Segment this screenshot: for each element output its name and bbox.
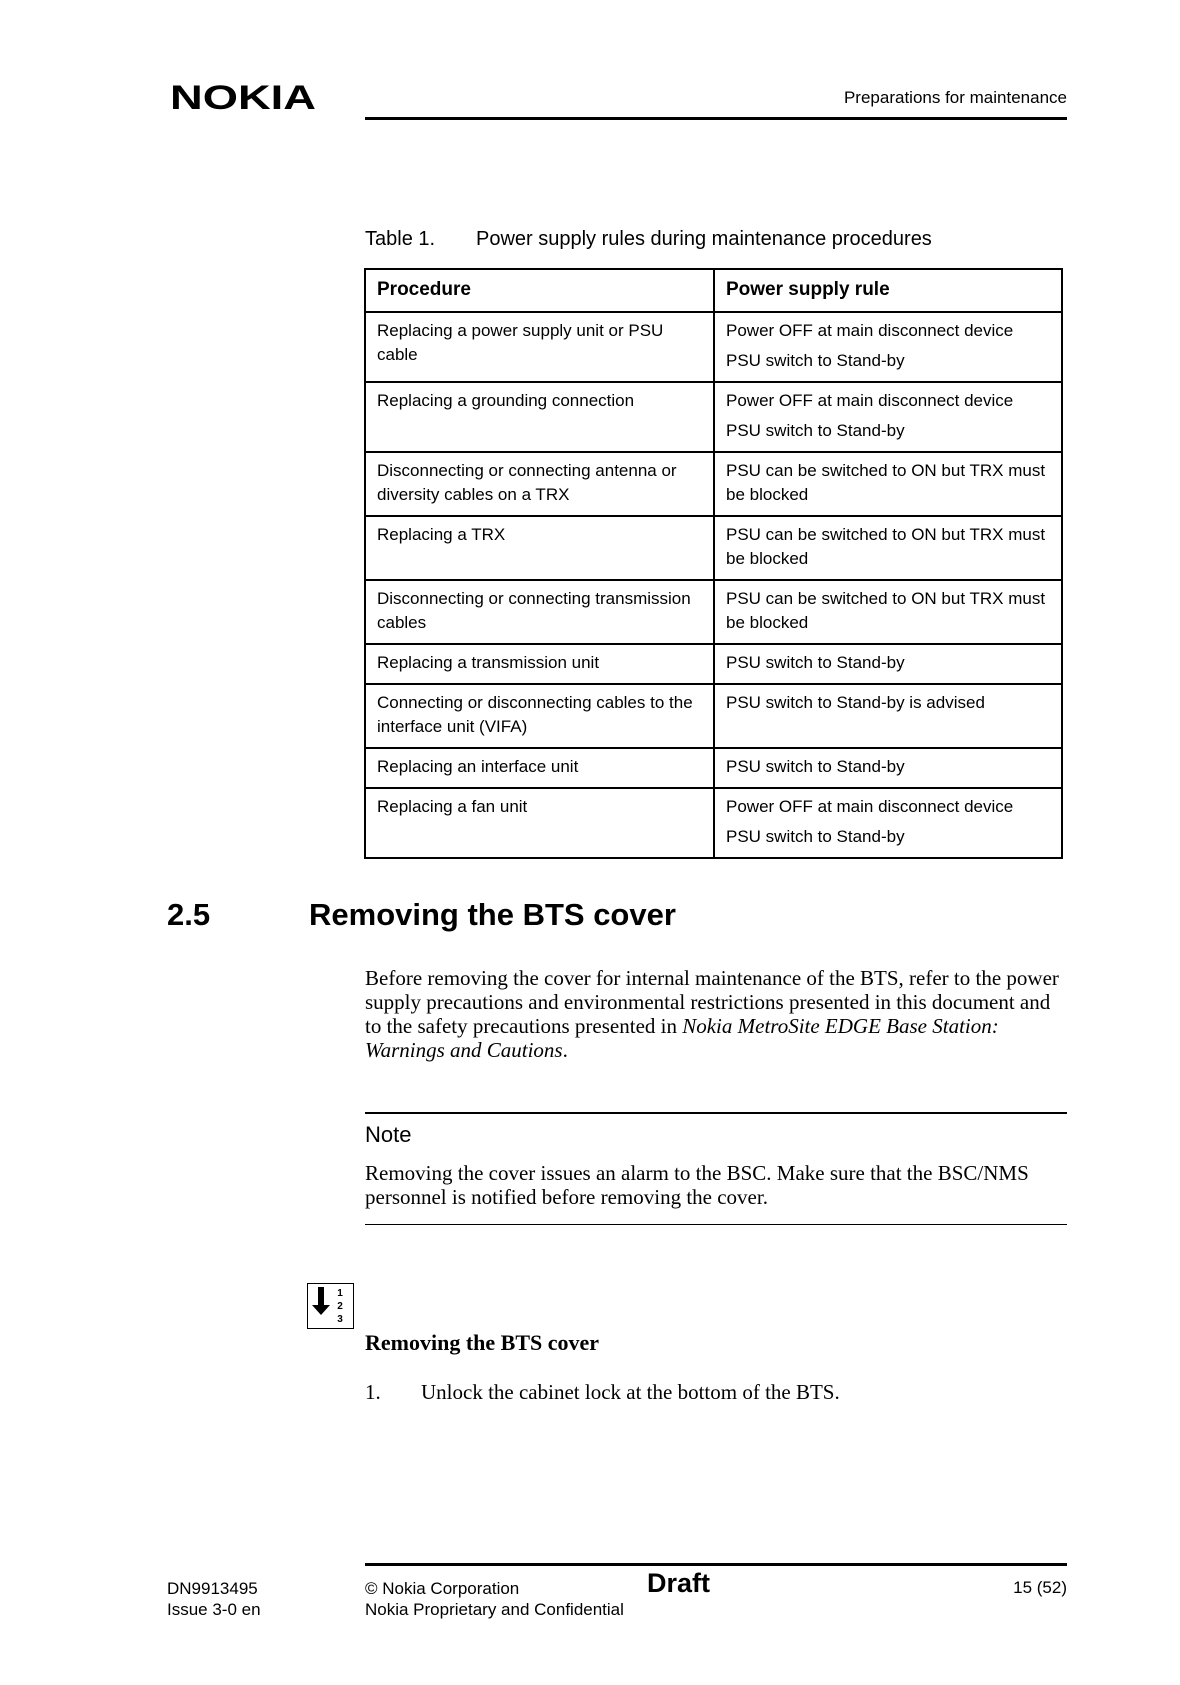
footer-issue: Issue 3-0 en: [167, 1600, 261, 1619]
rule-line: PSU can be switched to ON but TRX must be blocked: [726, 589, 1046, 632]
rule-cell: [714, 312, 1062, 382]
step-text: Unlock the cabinet lock at the bottom of the BTS.: [421, 1380, 840, 1404]
table-row: [365, 382, 1062, 452]
footer-document-info: [167, 1578, 261, 1620]
rule-line: Power OFF at main disconnect device: [726, 797, 1014, 816]
header-section-title: Preparations for maintenance: [843, 88, 1067, 107]
power-supply-rules-table: [364, 268, 1063, 859]
procedure-icon-number: 3: [337, 1314, 343, 1325]
nokia-logo-text: NOKIA: [170, 80, 316, 114]
footer-copyright: © Nokia Corporation: [365, 1579, 520, 1598]
table-row: [365, 580, 1062, 644]
table-row: [365, 644, 1062, 684]
rule-line: PSU switch to Stand-by is advised: [726, 693, 985, 712]
section-title: Removing the BTS cover: [309, 897, 676, 932]
rule-line: PSU can be switched to ON but TRX must be blocked: [726, 525, 1046, 568]
table-caption-text: Power supply rules during maintenance procedures: [476, 228, 932, 250]
table-row: [365, 684, 1062, 748]
rule-cell: [714, 788, 1062, 858]
column-header-power-supply-rule: Power supply rule: [714, 269, 1062, 312]
rule-line: PSU switch to Stand-by: [726, 351, 905, 370]
step-number: 1.: [365, 1380, 381, 1404]
rule-line: PSU switch to Stand-by: [726, 653, 905, 672]
header-rule: [365, 117, 1067, 120]
procedure-cell: Disconnecting or connecting antenna or diversity cables on a TRX: [365, 452, 714, 516]
paragraph-document-reference: Nokia MetroSite EDGE Base Station: Warnings and Cautions: [365, 1014, 999, 1062]
rule-line: PSU switch to Stand-by: [726, 827, 905, 846]
procedure-cell: Connecting or disconnecting cables to the interface unit (VIFA): [365, 684, 714, 748]
footer-rule: [365, 1563, 1067, 1566]
procedure-title: Removing the BTS cover: [365, 1330, 600, 1355]
nokia-logo: [170, 80, 320, 114]
rule-cell: [714, 748, 1062, 788]
rule-cell: [714, 516, 1062, 580]
procedure-cell: Replacing an interface unit: [365, 748, 714, 788]
table-caption: [365, 228, 932, 251]
rule-cell: [714, 644, 1062, 684]
table-row: [365, 452, 1062, 516]
note-title: Note: [365, 1122, 412, 1147]
procedure-icon-number: 2: [337, 1301, 343, 1312]
rule-line: PSU can be switched to ON but TRX must be blocked: [726, 461, 1046, 504]
rule-cell: [714, 684, 1062, 748]
rule-line: PSU switch to Stand-by: [726, 421, 905, 440]
procedure-cell: Replacing a transmission unit: [365, 644, 714, 684]
nokia-logo-image: [170, 80, 320, 114]
procedure-steps-icon: [307, 1283, 354, 1329]
procedure-cell: Replacing a grounding connection: [365, 382, 714, 452]
rule-cell: [714, 382, 1062, 452]
table-caption-label: Table 1.: [365, 228, 436, 250]
note-text: Removing the cover issues an alarm to the BSC. Make sure that the BSC/NMS personnel is notified before removing the cover.: [365, 1161, 1029, 1209]
column-header-procedure: Procedure: [365, 269, 714, 312]
rule-line: Power OFF at main disconnect device: [726, 321, 1014, 340]
rule-cell: [714, 580, 1062, 644]
body-paragraph: [365, 966, 1065, 1062]
paragraph-text: Before removing the cover for internal maintenance of the BTS, refer to the power supply precautions and environmental restrictions presented in this document and to the safety precautions presented in: [365, 966, 1059, 1038]
footer-confidential: Nokia Proprietary and Confidential: [365, 1600, 624, 1619]
procedure-cell: Disconnecting or connecting transmission cables: [365, 580, 714, 644]
section-number: 2.5: [167, 897, 211, 932]
note-bottom-rule: [365, 1224, 1067, 1225]
procedure-cell: Replacing a power supply unit or PSU cable: [365, 312, 714, 382]
footer-page-number: 15 (52): [1013, 1578, 1067, 1597]
procedure-cell: Replacing a fan unit: [365, 788, 714, 858]
footer-corporation-info: [365, 1578, 624, 1620]
table-row: [365, 748, 1062, 788]
table-row: [365, 312, 1062, 382]
footer-draft-status: Draft: [647, 1568, 711, 1598]
table-header-row: [365, 269, 1062, 312]
rule-line: Power OFF at main disconnect device: [726, 391, 1014, 410]
procedure-cell: Replacing a TRX: [365, 516, 714, 580]
note-top-rule: [365, 1112, 1067, 1114]
rule-line: PSU switch to Stand-by: [726, 757, 905, 776]
footer-doc-number: DN9913495: [167, 1579, 258, 1598]
procedure-arrow-icon: [308, 1284, 352, 1327]
table-row: [365, 788, 1062, 858]
table-row: [365, 516, 1062, 580]
procedure-icon-number: 1: [337, 1288, 343, 1299]
paragraph-end: .: [562, 1038, 568, 1062]
rule-cell: [714, 452, 1062, 516]
